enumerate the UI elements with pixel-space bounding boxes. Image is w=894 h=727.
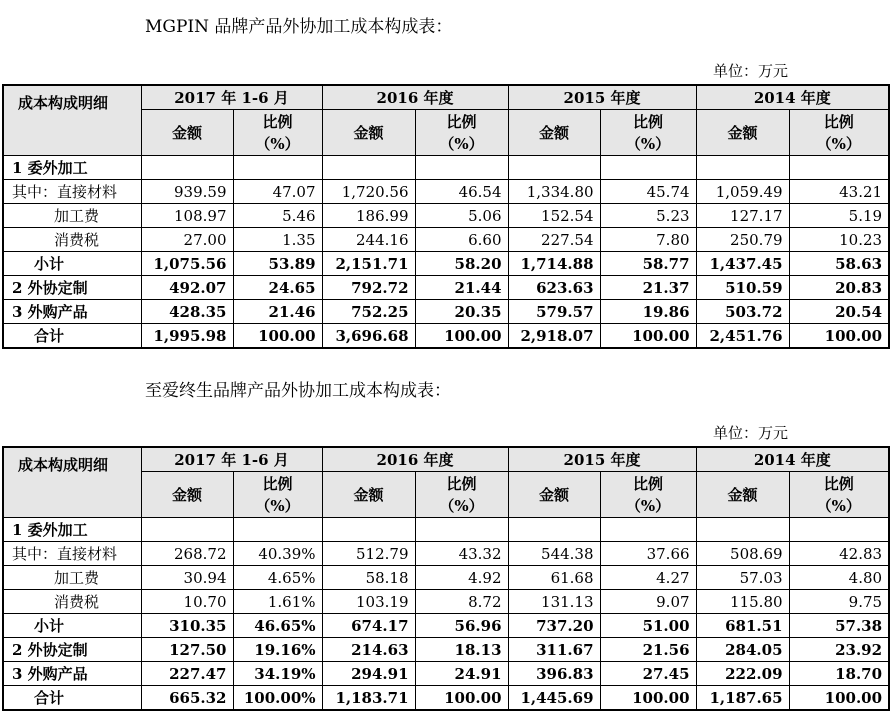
unit-label-1: 单位：万元: [712, 62, 788, 80]
amount-header: 金额: [141, 110, 233, 156]
ratio-cell: 57.38: [789, 614, 889, 638]
ratio-cell: 58.63: [789, 252, 889, 276]
ratio-cell: 100.00: [415, 324, 508, 349]
amount-cell: 508.69: [696, 542, 789, 566]
amount-header: 金额: [696, 472, 789, 518]
amount-cell: [141, 156, 233, 180]
ratio-cell: 100.00: [789, 686, 889, 711]
table-row: [3, 276, 889, 300]
table-row: [3, 518, 889, 542]
table-row: [3, 542, 889, 566]
ratio-cell: 19.16%: [233, 638, 322, 662]
unit-label-2: 单位：万元: [712, 424, 788, 442]
amount-cell: 737.20: [508, 614, 600, 638]
mgpin-cost-table: [2, 84, 890, 349]
ratio-header: 比例 （%）: [415, 110, 508, 156]
amount-cell: 250.79: [696, 228, 789, 252]
amount-cell: 127.50: [141, 638, 233, 662]
ratio-cell: 40.39%: [233, 542, 322, 566]
row-label: 合计: [3, 324, 141, 349]
amount-cell: 127.17: [696, 204, 789, 228]
ratio-cell: 10.23: [789, 228, 889, 252]
ratio-cell: [789, 156, 889, 180]
ratio-cell: 8.72: [415, 590, 508, 614]
ratio-cell: 1.61%: [233, 590, 322, 614]
ratio-cell: 24.91: [415, 662, 508, 686]
amount-cell: 1,437.45: [696, 252, 789, 276]
ratio-cell: 1.35: [233, 228, 322, 252]
amount-cell: 244.16: [322, 228, 415, 252]
period-header: 2014 年度: [696, 85, 889, 110]
amount-header: 金额: [322, 110, 415, 156]
ratio-cell: 45.74: [600, 180, 696, 204]
amount-cell: 27.00: [141, 228, 233, 252]
amount-cell: 284.05: [696, 638, 789, 662]
ratio-cell: 4.80: [789, 566, 889, 590]
amount-cell: 2,151.71: [322, 252, 415, 276]
ratio-cell: 5.19: [789, 204, 889, 228]
ratio-cell: 5.06: [415, 204, 508, 228]
period-header: 2016 年度: [322, 447, 508, 472]
ratio-header: 比例 （%）: [789, 472, 889, 518]
table-2-title: 至爱终生品牌产品外协加工成本构成表：: [145, 381, 451, 401]
ratio-cell: 9.07: [600, 590, 696, 614]
ratio-cell: 51.00: [600, 614, 696, 638]
amount-cell: 674.17: [322, 614, 415, 638]
amount-cell: 294.91: [322, 662, 415, 686]
amount-header: 金额: [322, 472, 415, 518]
table-row: [3, 156, 889, 180]
amount-cell: 752.25: [322, 300, 415, 324]
amount-cell: 268.72: [141, 542, 233, 566]
amount-cell: 792.72: [322, 276, 415, 300]
amount-cell: 2,451.76: [696, 324, 789, 349]
ratio-cell: 4.27: [600, 566, 696, 590]
amount-cell: 512.79: [322, 542, 415, 566]
amount-cell: 227.54: [508, 228, 600, 252]
row-label: 其中：直接材料: [3, 180, 141, 204]
amount-cell: 227.47: [141, 662, 233, 686]
amount-header: 金额: [508, 110, 600, 156]
amount-cell: 222.09: [696, 662, 789, 686]
ratio-header: 比例 （%）: [233, 472, 322, 518]
amount-cell: 2,918.07: [508, 324, 600, 349]
ratio-cell: 47.07: [233, 180, 322, 204]
ratio-cell: 5.46: [233, 204, 322, 228]
row-label: 2 外协定制: [3, 638, 141, 662]
ratio-cell: 46.54: [415, 180, 508, 204]
amount-cell: 1,334.80: [508, 180, 600, 204]
row-label: 消费税: [3, 228, 141, 252]
amount-header: 金额: [508, 472, 600, 518]
period-header: 2015 年度: [508, 447, 696, 472]
amount-cell: 103.19: [322, 590, 415, 614]
amount-cell: 1,075.56: [141, 252, 233, 276]
amount-cell: [141, 518, 233, 542]
ratio-cell: 100.00: [789, 324, 889, 349]
amount-cell: 152.54: [508, 204, 600, 228]
row-label: 2 外协定制: [3, 276, 141, 300]
ratio-cell: 21.44: [415, 276, 508, 300]
amount-cell: 544.38: [508, 542, 600, 566]
ratio-cell: 6.60: [415, 228, 508, 252]
amount-cell: 186.99: [322, 204, 415, 228]
ratio-cell: 7.80: [600, 228, 696, 252]
row-label: 加工费: [3, 566, 141, 590]
ratio-cell: 4.65%: [233, 566, 322, 590]
ratio-cell: [600, 156, 696, 180]
ratio-cell: 21.56: [600, 638, 696, 662]
amount-cell: [322, 518, 415, 542]
ratio-cell: 9.75: [789, 590, 889, 614]
ratio-cell: 18.13: [415, 638, 508, 662]
amount-cell: 115.80: [696, 590, 789, 614]
ratio-cell: 20.35: [415, 300, 508, 324]
ratio-cell: 100.00: [600, 324, 696, 349]
period-header: 2014 年度: [696, 447, 889, 472]
amount-cell: [696, 518, 789, 542]
amount-header: 金额: [141, 472, 233, 518]
amount-cell: 1,059.49: [696, 180, 789, 204]
ratio-header: 比例 （%）: [233, 110, 322, 156]
row-label: 合计: [3, 686, 141, 711]
amount-cell: 579.57: [508, 300, 600, 324]
zhiai-cost-table: [2, 446, 890, 711]
table-row: [3, 180, 889, 204]
table-row: [3, 566, 889, 590]
row-label: 其中：直接材料: [3, 542, 141, 566]
period-header: 2016 年度: [322, 85, 508, 110]
ratio-header: 比例 （%）: [600, 472, 696, 518]
ratio-cell: 4.92: [415, 566, 508, 590]
ratio-cell: 58.77: [600, 252, 696, 276]
amount-cell: 665.32: [141, 686, 233, 711]
amount-cell: 1,445.69: [508, 686, 600, 711]
ratio-cell: 100.00%: [233, 686, 322, 711]
ratio-cell: 20.83: [789, 276, 889, 300]
amount-cell: 396.83: [508, 662, 600, 686]
ratio-cell: 24.65: [233, 276, 322, 300]
table-row: [3, 590, 889, 614]
table-row: [3, 228, 889, 252]
row-label: 小计: [3, 614, 141, 638]
table-1-title: MGPIN 品牌产品外协加工成本构成表：: [145, 17, 453, 37]
ratio-header: 比例 （%）: [789, 110, 889, 156]
ratio-cell: 53.89: [233, 252, 322, 276]
table-row: [3, 614, 889, 638]
row-label: 3 外购产品: [3, 300, 141, 324]
amount-cell: 57.03: [696, 566, 789, 590]
ratio-cell: 5.23: [600, 204, 696, 228]
amount-cell: 311.67: [508, 638, 600, 662]
amount-cell: 61.68: [508, 566, 600, 590]
ratio-cell: 43.32: [415, 542, 508, 566]
ratio-cell: 18.70: [789, 662, 889, 686]
table-row: [3, 300, 889, 324]
row-label: 加工费: [3, 204, 141, 228]
amount-header: 金额: [696, 110, 789, 156]
row-label-header: 成本构成明细: [3, 85, 141, 156]
amount-cell: 108.97: [141, 204, 233, 228]
row-label-header: 成本构成明细: [3, 447, 141, 518]
amount-cell: 58.18: [322, 566, 415, 590]
row-label: 1 委外加工: [3, 156, 141, 180]
table-row: [3, 324, 889, 349]
amount-cell: 492.07: [141, 276, 233, 300]
table-row: [3, 662, 889, 686]
amount-cell: 510.59: [696, 276, 789, 300]
amount-cell: [322, 156, 415, 180]
amount-cell: 30.94: [141, 566, 233, 590]
table-row: [3, 638, 889, 662]
row-label: 小计: [3, 252, 141, 276]
ratio-cell: 23.92: [789, 638, 889, 662]
row-label: 1 委外加工: [3, 518, 141, 542]
amount-cell: 214.63: [322, 638, 415, 662]
ratio-cell: 42.83: [789, 542, 889, 566]
amount-cell: 1,183.71: [322, 686, 415, 711]
ratio-cell: [415, 518, 508, 542]
amount-cell: 681.51: [696, 614, 789, 638]
amount-cell: 1,995.98: [141, 324, 233, 349]
ratio-cell: [789, 518, 889, 542]
amount-cell: 131.13: [508, 590, 600, 614]
ratio-cell: [415, 156, 508, 180]
period-header: 2017 年 1-6 月: [141, 447, 322, 472]
row-label: 3 外购产品: [3, 662, 141, 686]
amount-cell: 623.63: [508, 276, 600, 300]
ratio-header: 比例 （%）: [415, 472, 508, 518]
ratio-cell: [600, 518, 696, 542]
ratio-cell: 58.20: [415, 252, 508, 276]
amount-cell: 3,696.68: [322, 324, 415, 349]
amount-cell: 1,714.88: [508, 252, 600, 276]
amount-cell: 310.35: [141, 614, 233, 638]
amount-cell: 939.59: [141, 180, 233, 204]
ratio-cell: 37.66: [600, 542, 696, 566]
ratio-cell: 21.37: [600, 276, 696, 300]
amount-cell: 1,720.56: [322, 180, 415, 204]
ratio-cell: 34.19%: [233, 662, 322, 686]
ratio-cell: 19.86: [600, 300, 696, 324]
ratio-cell: 27.45: [600, 662, 696, 686]
amount-cell: [696, 156, 789, 180]
table-row: [3, 204, 889, 228]
row-label: 消费税: [3, 590, 141, 614]
table-row: [3, 686, 889, 711]
ratio-cell: 46.65%: [233, 614, 322, 638]
period-header: 2017 年 1-6 月: [141, 85, 322, 110]
ratio-cell: 100.00: [233, 324, 322, 349]
ratio-cell: [233, 518, 322, 542]
amount-cell: 1,187.65: [696, 686, 789, 711]
amount-cell: [508, 518, 600, 542]
ratio-cell: 43.21: [789, 180, 889, 204]
ratio-cell: [233, 156, 322, 180]
ratio-cell: 100.00: [415, 686, 508, 711]
period-header: 2015 年度: [508, 85, 696, 110]
ratio-cell: 20.54: [789, 300, 889, 324]
ratio-header: 比例 （%）: [600, 110, 696, 156]
ratio-cell: 21.46: [233, 300, 322, 324]
ratio-cell: 100.00: [600, 686, 696, 711]
amount-cell: 428.35: [141, 300, 233, 324]
amount-cell: [508, 156, 600, 180]
amount-cell: 10.70: [141, 590, 233, 614]
amount-cell: 503.72: [696, 300, 789, 324]
table-row: [3, 252, 889, 276]
ratio-cell: 56.96: [415, 614, 508, 638]
